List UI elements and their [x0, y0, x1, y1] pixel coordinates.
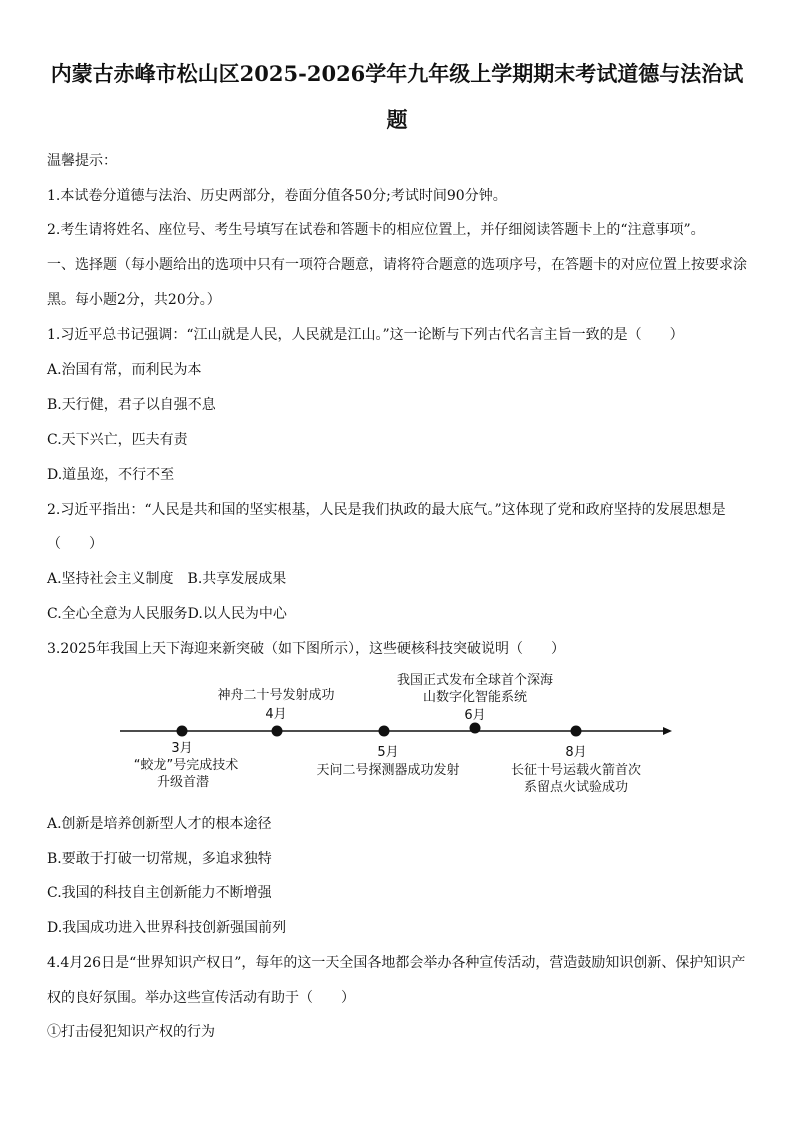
- question-3-stem: 3.2025年我国上天下海迎来新突破（如下图所示），这些硬核科技突破说明（ ）: [47, 641, 565, 657]
- question-4-option-1: ①打击侵犯知识产权的行为: [47, 1024, 215, 1040]
- timeline-desc-june-2: 山数字化智能系统: [422, 690, 528, 705]
- timeline-label-april: 4月: [265, 707, 287, 722]
- tips-item-2: 2.考生请将姓名、座位号、考生号填写在试卷和答题卡的相应位置上，并仔细阅读答题卡上的“注意事项”。: [47, 222, 705, 238]
- timeline-label-june: 6月: [464, 708, 486, 723]
- timeline-dot-march: [177, 726, 188, 737]
- section-instructions-line1: 一、选择题（每小题给出的选项中只有一项符合题意，请将符合题意的选项序号，在答题卡的对应位置上按要求涂: [47, 257, 747, 273]
- tips-item-1: 1.本试卷分道德与法治、历史两部分，卷面分值各50分;考试时间90分钟。: [47, 188, 507, 204]
- exam-title-line1: 内蒙古赤峰市松山区2025-2026学年九年级上学期期末考试道德与法治试: [50, 61, 744, 86]
- timeline-desc-august-2: 系留点火试验成功: [523, 780, 629, 795]
- question-3-option-a: A.创新是培养创新型人才的根本途径: [47, 816, 272, 832]
- timeline-desc-april: 神舟二十号发射成功: [217, 688, 335, 703]
- timeline-desc-march-2: 升级首潜: [156, 775, 210, 790]
- question-1-option-d: D.道虽迩，不行不至: [47, 467, 175, 483]
- question-2-options-ab: A.坚持社会主义制度 B.共享发展成果: [47, 571, 287, 587]
- question-3-option-b: B.要敢于打破一切常规，多追求独特: [47, 851, 272, 867]
- question-3-option-c: C.我国的科技自主创新能力不断增强: [47, 885, 272, 901]
- timeline-label-march: 3月: [171, 741, 193, 756]
- timeline-dot-may: [379, 726, 390, 737]
- timeline-label-may: 5月: [377, 745, 399, 760]
- timeline-dot-august: [571, 726, 582, 737]
- question-1-option-b: B.天行健，君子以自强不息: [47, 397, 216, 413]
- timeline-label-august: 8月: [565, 745, 587, 760]
- tips-heading: 温馨提示：: [47, 153, 117, 169]
- question-1-stem: 1.习近平总书记强调：“江山就是人民，人民就是江山。”这一论断与下列古代名言主旨一致的是（ ）: [47, 327, 684, 343]
- timeline-desc-may: 天问二号探测器成功发射: [316, 763, 460, 778]
- timeline-desc-march-1: “蛟龙”号完成技术: [133, 758, 239, 773]
- question-2-options-cd: C.全心全意为人民服务D.以人民为中心: [47, 606, 287, 622]
- timeline-desc-june-1: 我国正式发布全球首个深海: [396, 673, 554, 688]
- section-instructions-line2: 黑。每小题2分，共20分。）: [47, 292, 221, 308]
- question-2-stem-line2: （ ）: [47, 536, 103, 552]
- timeline-arrowhead: [663, 727, 672, 735]
- question-3-option-d: D.我国成功进入世界科技创新强国前列: [47, 920, 287, 936]
- question-1-option-a: A.治国有常，而利民为本: [47, 362, 202, 378]
- question-1-option-c: C.天下兴亡，匹夫有责: [47, 432, 188, 448]
- timeline-dot-june: [470, 723, 481, 734]
- question-4-stem-line2: 权的良好氛围。举办这些宣传活动有助于（ ）: [47, 990, 355, 1006]
- question-2-stem-line1: 2.习近平指出：“人民是共和国的坚实根基，人民是我们执政的最大底气。”这体现了党和政府坚持的发展思想是: [47, 502, 726, 518]
- question-4-stem-line1: 4.4月26日是“世界知识产权日”，每年的这一天全国各地都会举办各种宣传活动，营造鼓励知识创新、保护知识产: [47, 955, 746, 971]
- timeline-desc-august-1: 长征十号运载火箭首次: [510, 763, 642, 778]
- timeline-dot-april: [272, 726, 283, 737]
- exam-title-line2: 题: [386, 107, 408, 132]
